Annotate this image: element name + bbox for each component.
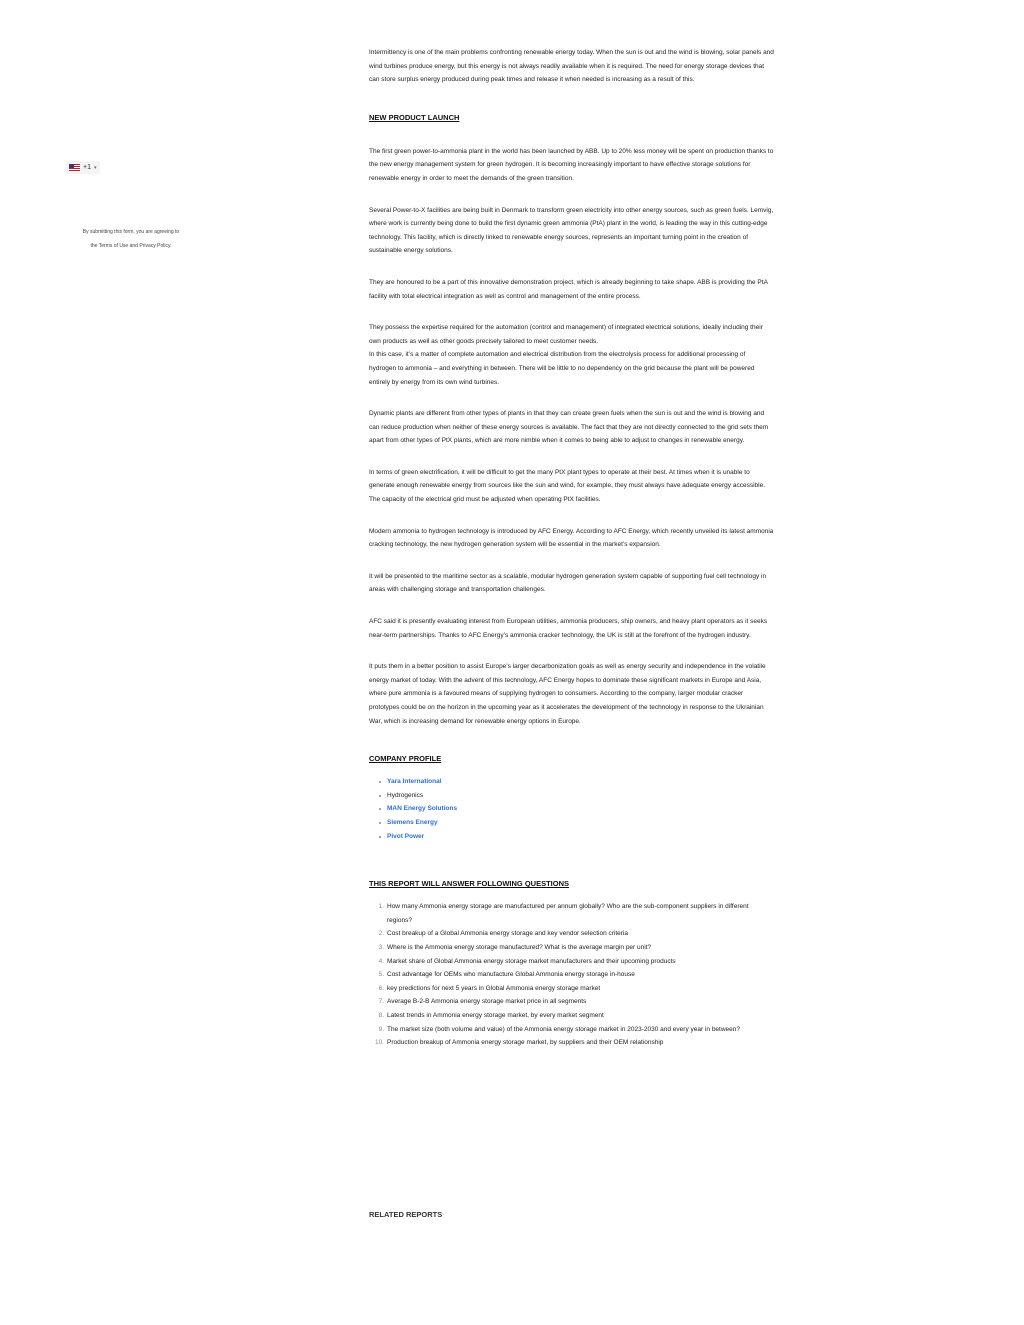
launch-paragraph-10: AFC said it is presently evaluating interest from European utilities, ammonia producers, ship owners, and heavy plant operators as it seeks near-term partnerships. Thanks to AFC Energy’s ammonia cracker technology, the UK is still at the forefront of the hydrogen industry. <box>369 618 768 639</box>
launch-paragraph-9: It will be presented to the maritime sector as a scalable, modular hydrogen generation system capable of supporting fuel cell technology in areas with challenging storage and transportation challenges. <box>369 572 767 594</box>
question-item: 2. Cost breakup of a Global Ammonia energy storage and key vendor selection criteria <box>378 930 628 938</box>
company-link-siemens-energy[interactable]: Siemens Energy <box>369 816 774 830</box>
company-link-yara-international[interactable]: Yara International <box>369 775 774 789</box>
section-heading-related-reports: RELATED REPORTS <box>369 1210 443 1219</box>
intro-paragraph: Intermittency is one of the main problems confronting renewable energy today. When the sun is out and the wind is blowing, solar panels and wind turbines produce energy, but this energy is not always readily available when it is required. The need for energy storage devices that can store surplus energy produced during peak times and release it when needed is increasing as a result of this. <box>369 49 774 84</box>
question-item: 6. key predictions for next 5 years in Global Ammonia energy storage market <box>378 984 601 992</box>
question-item: 4. Market share of Global Ammonia energy storage market manufacturers and their upcoming products <box>378 957 676 965</box>
section-heading-new-product-launch: NEW PRODUCT LAUNCH <box>369 112 460 122</box>
company-link-man-energy-solutions[interactable]: MAN Energy Solutions <box>369 802 774 816</box>
launch-paragraph-8: Modern ammonia to hydrogen technology is introduced by AFC Energy. According to AFC Energy, which recently unveiled its latest ammonia cracking technology, the new hydrogen generation system will be essential in the market’s expansion. <box>369 527 774 549</box>
company-profile-list <box>369 775 774 843</box>
section-heading-company-profile: COMPANY PROFILE <box>369 754 442 764</box>
question-item: 3. Where is the Ammonia energy storage manufactured? What is the average margin per unit? <box>378 943 652 951</box>
phone-country-code: +1 <box>83 164 91 171</box>
launch-paragraph-1: The first green power-to-ammonia plant in the world has been launched by ABB. Up to 20% less money will be spent on production thanks to the new energy management system for green hydrogen. It is becoming increasingly important to have effective storage solutions for renewable energy in order to meet the demands of the green transition. <box>369 147 774 182</box>
company-item-hydrogenics: Hydrogenics <box>369 789 774 803</box>
question-item: 7. Average B-2-B Ammonia energy storage market price in all segments <box>378 998 587 1006</box>
consent-line-1: By submitting this form, you are agreeing to <box>82 229 180 235</box>
report-questions-list <box>369 900 774 1050</box>
question-item: 8. Latest trends in Ammonia energy storage market, by every market segment <box>378 1011 604 1019</box>
question-item: 1. How many Ammonia energy storage are manufactured per annum globally? Who are the sub-component suppliers in different regions? <box>378 903 749 924</box>
launch-paragraph-2: Several Power-to-X facilities are being built in Denmark to transform green electricity into other energy sources, such as green fuels. Lemvig, where work is currently being done to build the first dynamic green ammonia (PtA) plant in the world, is leading the way in this cutting-edge technology. This facility, which is directly linked to renewable energy sources, represents an important turning point in the creation of sustainable energy solutions. <box>369 206 774 255</box>
consent-line-2: the Terms of Use and Privacy Policy. <box>90 242 172 249</box>
company-link-pivot-power[interactable]: Pivot Power <box>369 830 774 844</box>
chevron-down-icon: ▾ <box>93 164 97 171</box>
question-item: 5. Cost advantage for OEMs who manufacture Global Ammonia energy storage in-house <box>378 971 635 979</box>
launch-paragraph-11: It puts them in a better position to assist Europe’s larger decarbonization goals as well as energy security and independence in the volatile energy market of today. With the advent of this technology, AFC Energy hopes to dominate these significant markets in Europe and Asia, where pure ammonia is a favoured means of supplying hydrogen to consumers. According to the company, larger modular cracker prototypes could be on the horizon in the upcoming year as it accelerates the development of the technology in response to the Ukrainian War, which is increasing demand for renewable energy options in Europe. <box>369 663 766 725</box>
us-flag-icon <box>69 164 80 171</box>
launch-paragraph-7: In terms of green electrification, it will be difficult to get the many PtX plant types to operate at their best. At times when it is unable to generate enough renewable energy from sources like the sun and wind, for example, they must always have adequate energy accessible. The capacity of the electrical grid must be adjusted when operating PtX facilities. <box>369 468 766 504</box>
question-item: 9. The market size (both volume and value) of the Ammonia energy storage market in 2023-2030 and every year in between? <box>378 1025 741 1033</box>
question-item: 10. Production breakup of Ammonia energy storage market, by suppliers and their OEM relationship <box>374 1039 664 1047</box>
launch-paragraph-3: They are honoured to be a part of this innovative demonstration project, which is already beginning to take shape. ABB is providing the PtA facility with total electrical integration as well as control and management of the entire process. <box>369 278 768 300</box>
section-heading-report-questions: THIS REPORT WILL ANSWER FOLLOWING QUESTIONS <box>369 879 569 889</box>
form-consent-text <box>66 226 196 253</box>
launch-paragraph-6: Dynamic plants are different from other types of plants in that they can create green fuels when the sun is out and the wind is blowing and can reduce production when neither of these energy sources is available. The fact that they are not directly connected to the grid sets them apart from other types of PtX plants, which are more nimble when it comes to being able to adjust to changes in renewable energy. <box>369 410 769 445</box>
launch-paragraph-5: In this case, it’s a matter of complete automation and electrical distribution from the electrolysis process for additional processing of hydrogen to ammonia – and everything in between. There will be little to no dependency on the grid because the plant will be powered entirely by energy from its own wind turbines. <box>369 351 755 386</box>
phone-country-selector[interactable] <box>66 161 100 174</box>
article-content <box>369 46 774 1050</box>
launch-paragraph-4: They possess the expertise required for the automation (control and management) of integrated electrical solutions, ideally including their own products as well as other goods precisely tailored to meet customer needs. <box>369 324 763 345</box>
